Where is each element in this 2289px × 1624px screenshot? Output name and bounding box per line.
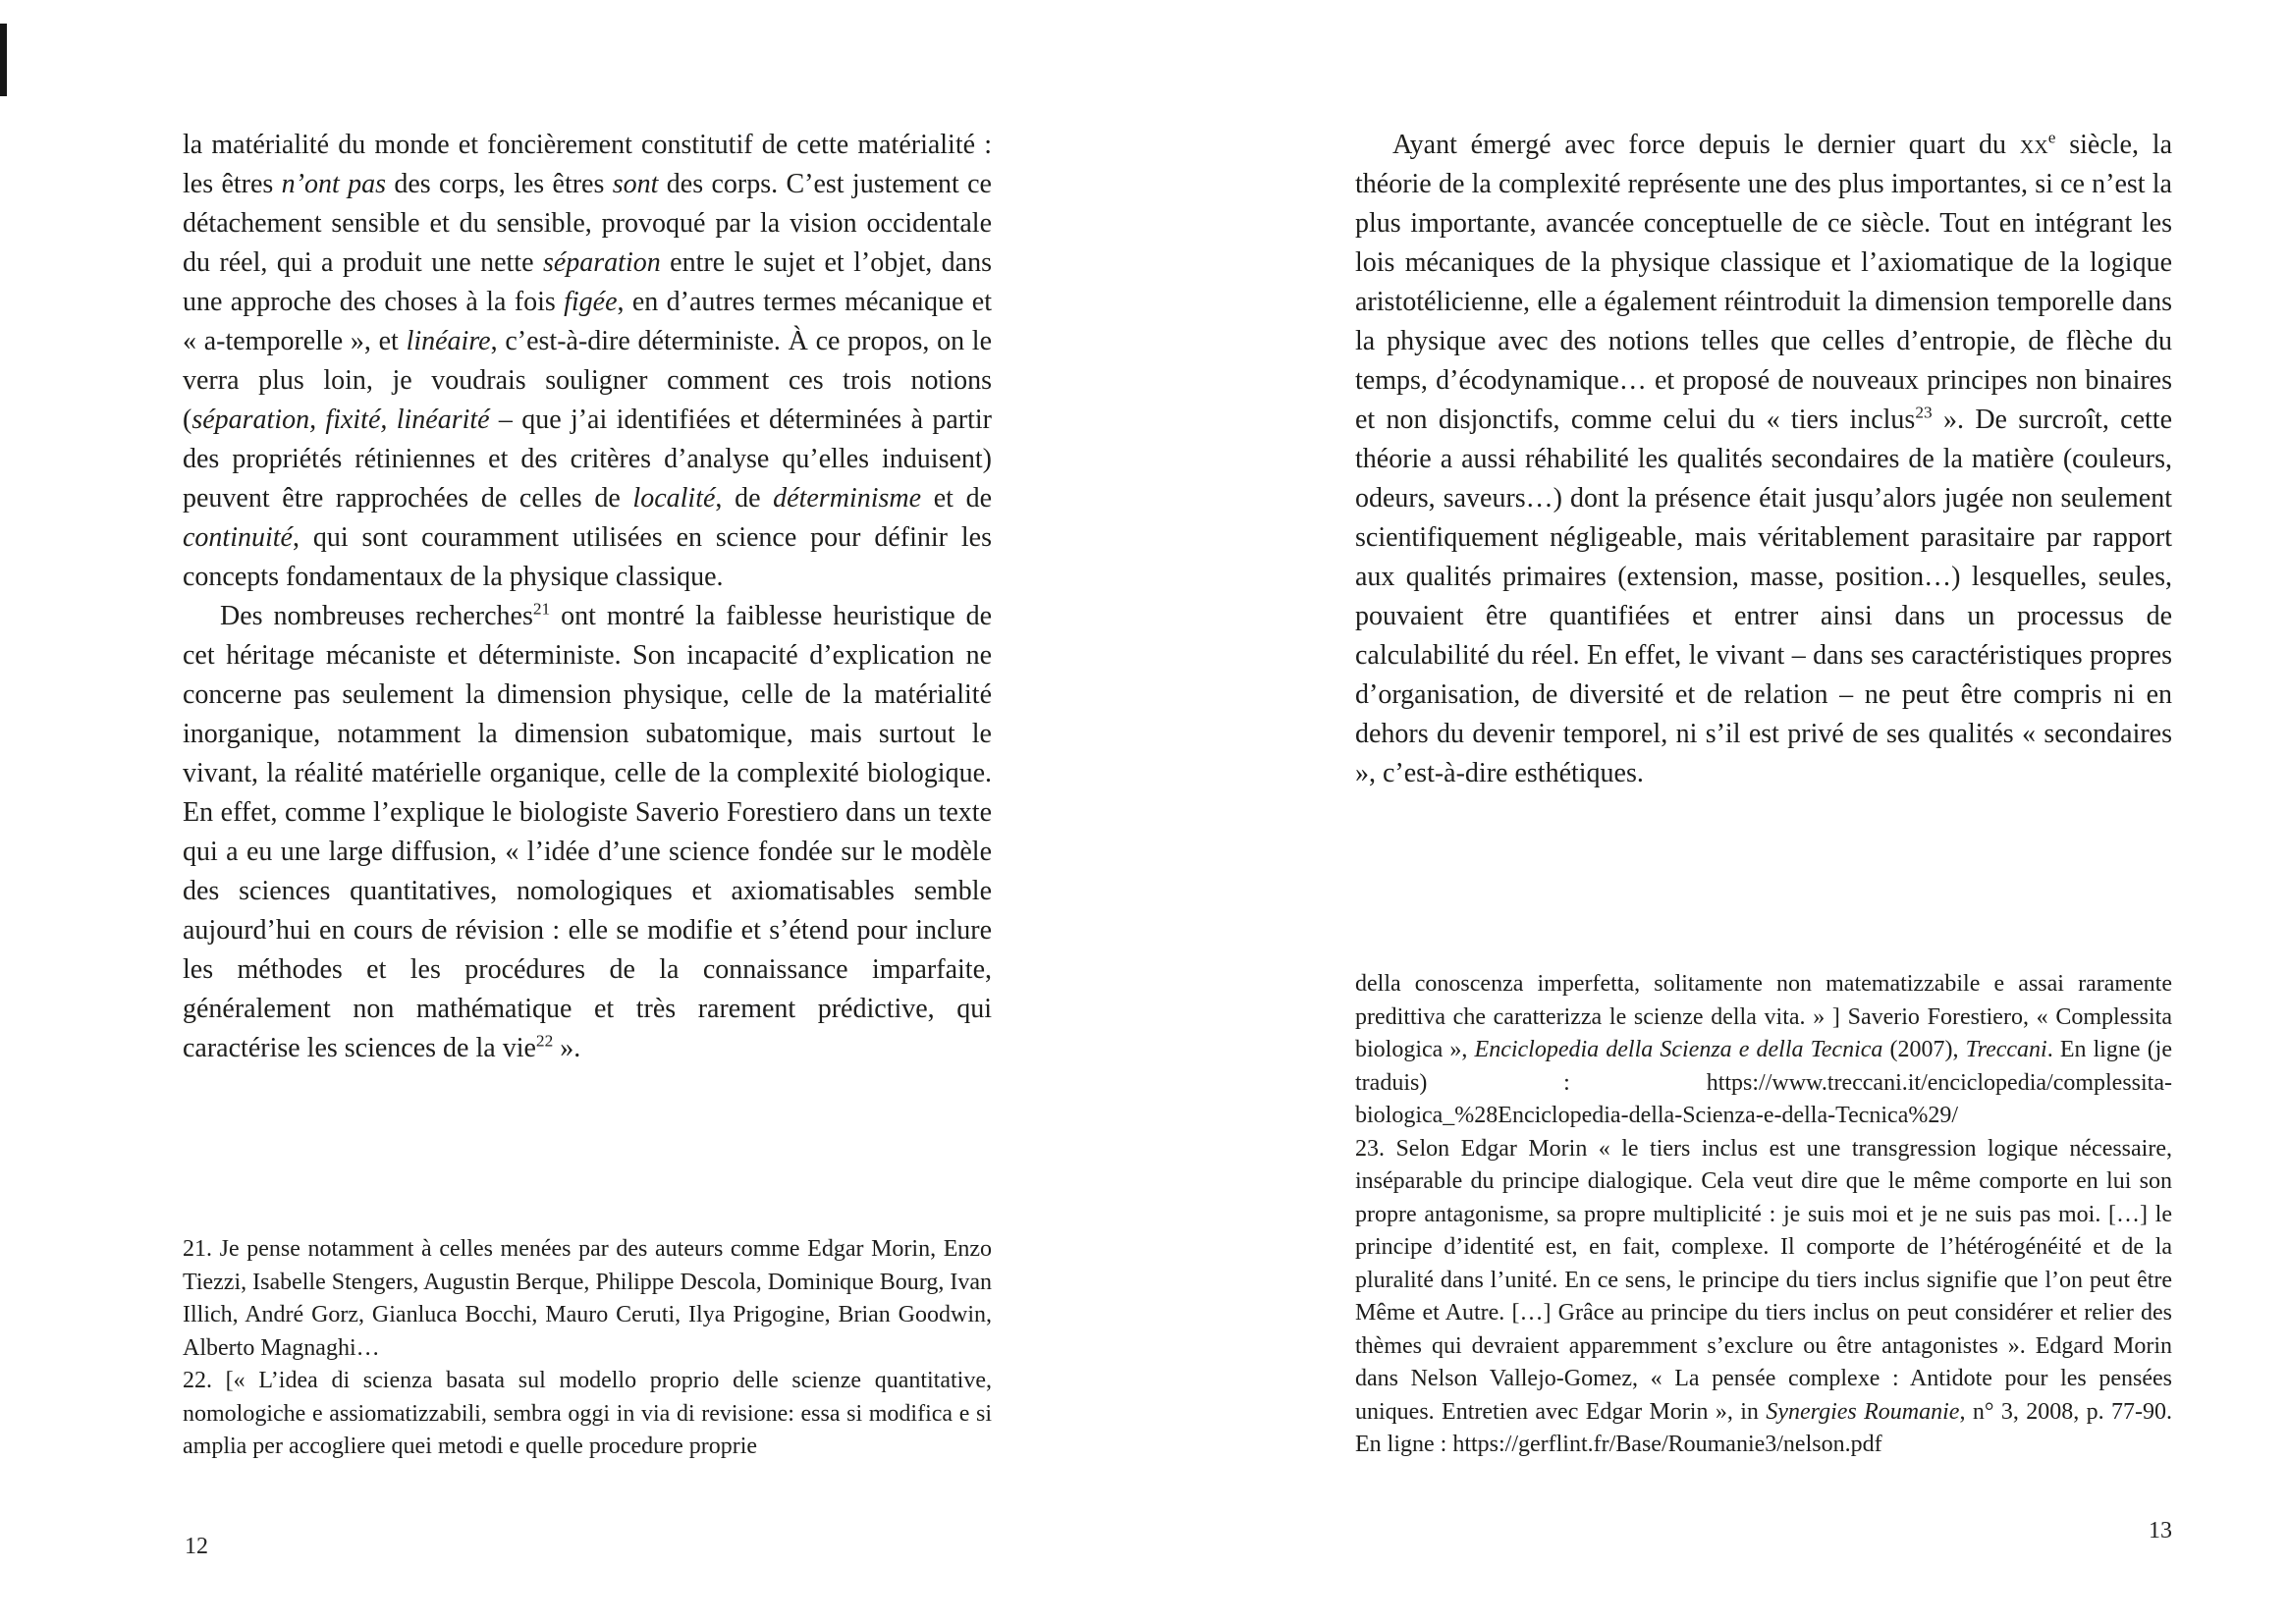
text-run: ont montré la faiblesse heuristique de cet héritage mécaniste et déterministe. Son incapacité d’explication ne concerne pas seulement la dimension physique, celle de la matérialité inorganique, notamment la dimension subatomique, mais surtout le vivant, la réalité matérielle organique, celle de la complexité biologique. En effet, comme l’explique le biologiste Saverio Forestiero dans un texte qui a eu une large diffusion, « l’idée d’une science fondée sur le modèle des sciences quantitatives, nomologiques et axiomatisables semble aujourd’hui en cours de révision : elle se modifie et s’étend pour inclure les méthodes et les procédures de la connaissance imparfaite, généralement non mathématique et très rarement prédictive, qui caractérise les sciences de la vie [183, 601, 992, 1063]
footnote-reference: 23 [1915, 403, 1933, 422]
text-run: des corps, les êtres [386, 169, 613, 199]
text-run: Synergies Roumanie [1766, 1398, 1960, 1425]
text-run: Ayant émergé avec force depuis le dernier quart du [1392, 130, 2020, 160]
text-run: ». [553, 1033, 581, 1063]
text-run: Treccani [1965, 1037, 2047, 1062]
text-run: . En ligne (je traduis) : https://www.treccani.it/enciclopedia/complessita-biologica_%28Enciclopedia-della-Scienza-e-della-Tecnica%29/ [1355, 1037, 2173, 1128]
text-run: n’ont pas [281, 169, 387, 199]
text-run: figée [564, 287, 618, 317]
paragraph [183, 597, 992, 1068]
footnote-reference: e [2047, 128, 2056, 147]
page-number-right: 13 [2149, 1518, 2172, 1543]
paragraph [1355, 968, 2172, 1133]
text-run: 23. Selon Edgar Morin « le tiers inclus est une transgression logique nécessaire, inséparable du principe dialogique. Cela veut dire que le même comporte en lui son propre antagonisme, sa propre multiplicité : je suis moi et je ne suis pas moi. […] le principe d’identité est, en fait, complexe. Il comporte de l’hétérogénéité et de la pluralité dans l’unité. En ce sens, le principe du tiers inclus signifie que l’on peut être Même et Autre. […] Grâce au principe du tiers inclus on peut considérer et relier des thèmes qui devraient apparemment s’exclure ou être antagonistes ». Edgard Morin dans Nelson Vallejo-Gomez, « La pensée complexe : Antidote pour les pensées uniques. Entretien avec Edgar Morin », in [1355, 1135, 2172, 1425]
text-run: Des nombreuses recherches [220, 601, 533, 631]
text-run: – que j’ai identifiées et déterminées à partir des propriétés rétiniennes et des critères d’analyse qu’elles induisent) peuvent être rapprochées de celles de [183, 405, 992, 514]
body-text-left [183, 126, 992, 1068]
text-run: sont [612, 169, 659, 199]
text-run: séparation, fixité, linéarité [191, 405, 490, 435]
text-run: linéaire [406, 326, 491, 356]
text-run: , qui sont couramment utilisées en science pour définir les concepts fondamentaux de la physique classique. [183, 522, 992, 592]
footnotes-left [183, 1233, 992, 1464]
text-run: séparation [542, 247, 661, 278]
text-run: siècle, la théorie de la complexité représente une des plus importantes, si ce n’est la plus importante, avancée conceptuelle de ce siècle. Tout en intégrant les lois mécaniques de la physique classique et l’axiomatique de la logique aristotélicienne, elle a également réintroduit la dimension temporelle dans la physique avec des notions telles que celles d’entropie, de flèche du temps, d’écodynamique… et proposé de nouveaux principes non binaires et non disjonctifs, comme celui du « tiers inclus [1355, 130, 2172, 435]
text-run: , en d’autres termes mécanique et « a-temporelle », et [183, 287, 993, 356]
text-run: , n° 3, 2008, p. 77-90. En ligne : https://gerflint.fr/Base/Roumanie3/nelson.pdf [1355, 1398, 2172, 1457]
paragraph [183, 1365, 992, 1464]
text-run: (2007), [1882, 1037, 1966, 1062]
footnote-reference: 21 [532, 599, 551, 619]
text-run: localité [632, 483, 716, 514]
text-run: 21. Je pense notamment à celles menées par des auteurs comme Edgar Morin, Enzo Tiezzi, Isabelle Stengers, Augustin Berque, Philippe Descola, Dominique Bourg, Ivan Illich, André Gorz, Gianluca Bocchi, Mauro Ceruti, Ilya Prigogine, Brian Goodwin, Alberto Magnaghi… [183, 1236, 992, 1361]
footnote-reference: 22 [535, 1031, 554, 1051]
body-text-right [1355, 126, 2172, 793]
paragraph [183, 126, 992, 597]
paragraph [183, 1233, 992, 1365]
text-run: , c’est-à-dire déterministe. À ce propos, on le verra plus loin, je voudrais souligner comment ces trois notions ( [183, 326, 993, 435]
text-run: 22. [« L’idea di scienza basata sul modello proprio delle scienze quantitative, nomologiche e assiomatizzabili, sembra oggi in via di revisione: essa si modifica e si amplia per accogliere quei metodi e quelle procedure proprie [183, 1368, 992, 1459]
text-run: la matérialité du monde et foncièrement constitutif de cette matérialité : les êtres [183, 130, 992, 199]
scan-edge-artifact [0, 24, 7, 96]
page-number-left: 12 [185, 1534, 208, 1559]
text-run: entre le sujet et l’objet, dans une approche des choses à la fois [183, 247, 992, 317]
text-run: xx [2019, 130, 2048, 160]
footnotes-right [1355, 968, 2172, 1462]
text-run: , de [715, 483, 774, 514]
text-run: Enciclopedia della Scienza e della Tecnica [1474, 1037, 1883, 1062]
text-run: ». De surcroît, cette théorie a aussi réhabilité les qualités secondaires de la matière (couleurs, odeurs, saveurs…) dont la présence était jusqu’alors jugée non seulement scientifiquement négligeable, mais véritablement parasitaire par rapport aux qualités primaires (extension, masse, position…) lesquelles, seules, pouvaient être quantifiées et entrer ainsi dans un processus de calculabilité du réel. En effet, le vivant – dans ses caractéristiques propres d’organisation, de diversité et de relation – ne peut être compris ni en dehors du devenir temporel, ni s’il est privé de ses qualités « secondaires », c’est-à-dire esthétiques. [1355, 405, 2172, 788]
text-run: déterminisme [773, 483, 922, 514]
paragraph [1355, 126, 2172, 793]
text-run: della conoscenza imperfetta, solitamente non matematizzabile e assai raramente predittiva che caratterizza le scienze della vita. » ] Saverio Forestiero, « Complessita biologica », [1355, 971, 2172, 1062]
paragraph [1355, 1133, 2172, 1462]
text-run: continuité [183, 522, 293, 553]
text-run: des corps. C’est justement ce détachement sensible et du sensible, provoqué par la vision occidentale du réel, qui a produit une nette [183, 169, 992, 278]
text-run: et de [921, 483, 992, 514]
